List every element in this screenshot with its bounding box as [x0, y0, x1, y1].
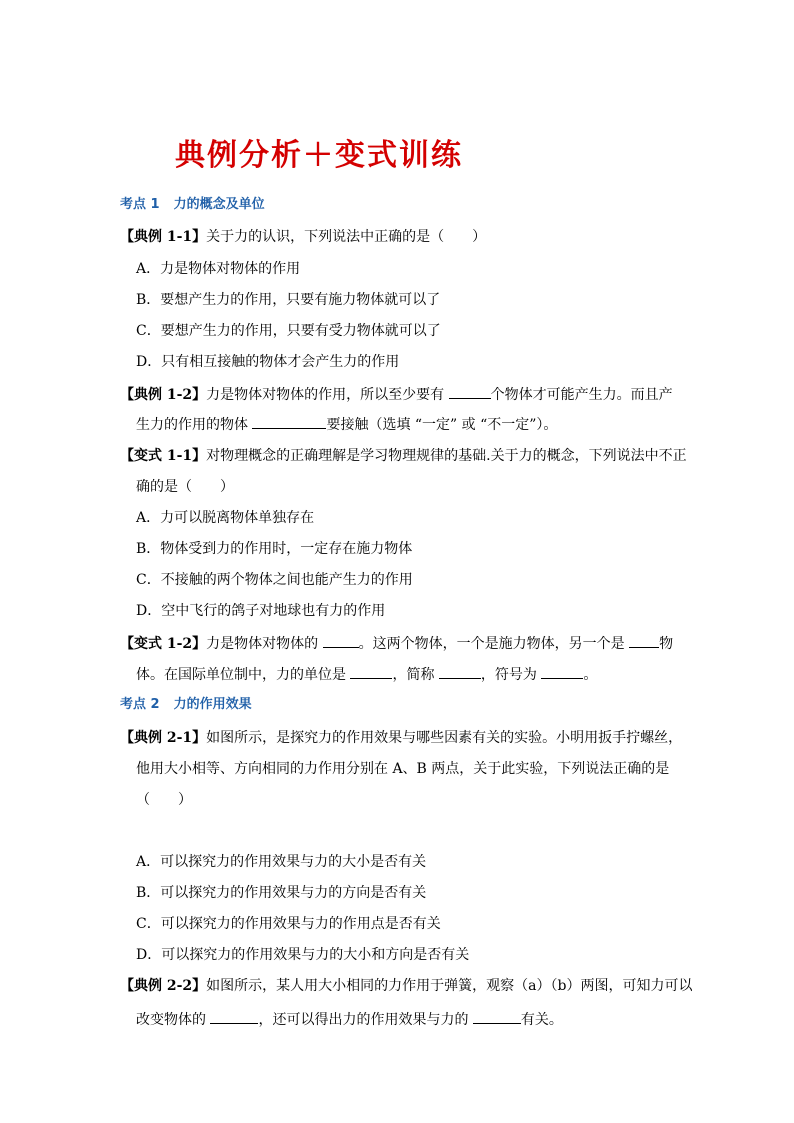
section-number: 考点 2	[120, 697, 160, 712]
option-c: C．可以探究力的作用效果与力的作用点是否有关	[136, 916, 441, 932]
question-tag: 【变式 1-1】	[120, 448, 207, 464]
option-a: A．力是物体对物体的作用	[136, 261, 301, 277]
option-b: B．可以探究力的作用效果与力的方向是否有关	[136, 885, 427, 901]
section-name: 力的作用效果	[173, 697, 252, 712]
option-b: B．要想产生力的作用，只要有施力物体就可以了	[136, 292, 441, 308]
question-stem-cont: 生力的作用的物体 要接触（选填 “一定” 或 “不一定”）。	[136, 417, 558, 433]
answer-blank	[210, 1010, 258, 1024]
answer-blank	[541, 665, 583, 679]
question-tag: 【典例 2-2】	[120, 978, 207, 994]
question-stem: 【典例 2-2】如图所示，某人用大小相同的力作用于弹簧，观察（a）（b）两图，可知力可以	[120, 978, 693, 994]
question-stem: 【典例 1-2】力是物体对物体的作用，所以至少要有 个物体才可能产生力。而且产	[120, 387, 673, 403]
question-stem-cont: 体。在国际单位制中，力的单位是 ，简称 ，符号为 。	[136, 667, 598, 683]
question-tag: 【变式 1-2】	[120, 636, 207, 652]
section-number: 考点 1	[120, 197, 160, 212]
section-heading	[120, 196, 265, 214]
question-stem: 【变式 1-2】力是物体对物体的 。这两个物体，一个是施力物体，另一个是 物	[120, 636, 674, 652]
option-a: A．可以探究力的作用效果与力的大小是否有关	[136, 854, 427, 870]
answer-blank	[439, 665, 481, 679]
option-c: C．要想产生力的作用，只要有受力物体就可以了	[136, 323, 441, 339]
section-heading	[120, 696, 252, 714]
question-stem-cont: （ ）	[136, 792, 192, 808]
question-stem: 【典例 1-1】关于力的认识，下列说法中正确的是（ ）	[120, 229, 487, 245]
page-title: 典例分析＋变式训练	[175, 138, 463, 173]
answer-blank	[449, 385, 491, 399]
answer-blank	[252, 415, 326, 429]
answer-blank	[473, 1010, 521, 1024]
question-tag: 【典例 1-1】	[120, 229, 207, 245]
question-stem: 【典例 2-1】如图所示，是探究力的作用效果与哪些因素有关的实验。小明用扳手拧螺丝，	[120, 730, 683, 746]
question-stem: 【变式 1-1】对物理概念的正确理解是学习物理规律的基础.关于力的概念，下列说法中不正	[120, 448, 687, 464]
question-stem-cont: 他用大小相等、方向相同的力作用分别在 A、B 两点，关于此实验，下列说法正确的是	[136, 761, 670, 777]
section-name: 力的概念及单位	[173, 197, 265, 212]
answer-blank	[629, 634, 659, 648]
option-d: D．只有相互接触的物体才会产生力的作用	[136, 354, 400, 370]
option-a: A．力可以脱离物体单独存在	[136, 510, 315, 526]
answer-blank	[323, 634, 359, 648]
option-c: C．不接触的两个物体之间也能产生力的作用	[136, 572, 413, 588]
question-stem-cont: 改变物体的 ，还可以得出力的作用效果与力的 有关。	[136, 1012, 563, 1028]
option-d: D．空中飞行的鸽子对地球也有力的作用	[136, 603, 386, 619]
question-stem-cont: 确的是（ ）	[136, 479, 234, 495]
answer-blank	[350, 665, 392, 679]
question-tag: 【典例 2-1】	[120, 730, 207, 746]
question-tag: 【典例 1-2】	[120, 387, 207, 403]
option-d: D．可以探究力的作用效果与力的大小和方向是否有关	[136, 947, 470, 963]
option-b: B．物体受到力的作用时，一定存在施力物体	[136, 541, 413, 557]
